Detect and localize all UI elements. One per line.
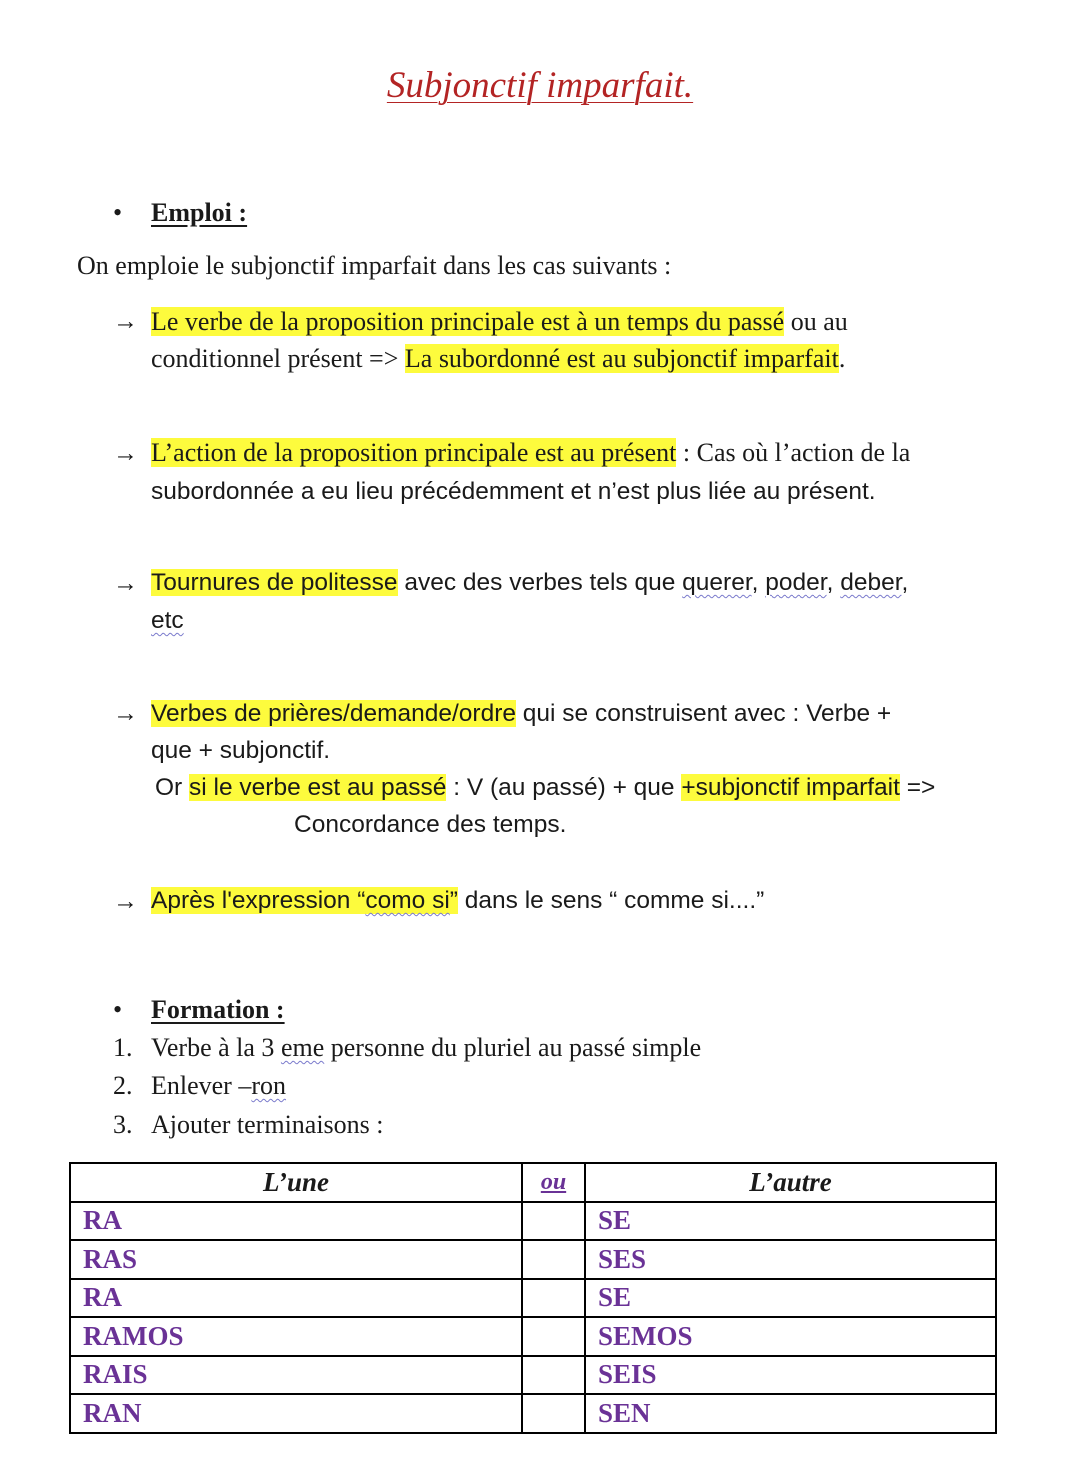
text: . [838, 344, 846, 373]
formation-step-2 [151, 1071, 286, 1101]
bullet-icon: • [113, 995, 123, 1024]
ending-ou [522, 1394, 585, 1433]
ending-ou [522, 1240, 585, 1279]
ending-se: SE [585, 1202, 996, 1241]
table-row [70, 1240, 996, 1279]
text: avec des verbes tels que [397, 569, 683, 596]
word-etc: etc [151, 607, 184, 634]
highlight: Verbes de prières/demande/ordre [151, 700, 516, 727]
emploi-item-2-line-1 [151, 438, 910, 468]
text: : Cas où l’action de la [676, 438, 911, 467]
emploi-item-3-line-2 [151, 607, 184, 635]
highlight: Le verbe de la proposition principale est à un temps du passé [151, 307, 785, 336]
word-querer: querer [682, 569, 752, 596]
ending-se: SEMOS [585, 1317, 996, 1356]
word-como-si: como si [365, 887, 450, 914]
emploi-item-4-line-1 [151, 700, 891, 728]
emploi-heading: Emploi : [151, 198, 248, 227]
text: => [899, 774, 936, 801]
table-header-row [70, 1163, 996, 1202]
ending-se: SEN [585, 1394, 996, 1433]
ending-se: SEIS [585, 1356, 996, 1395]
step-number: 2. [113, 1071, 133, 1100]
text: ” [449, 887, 458, 914]
ending-ra: RAS [70, 1240, 522, 1279]
ending-ou [522, 1279, 585, 1318]
formation-step-3: Ajouter terminaisons : [151, 1110, 384, 1139]
ending-se: SE [585, 1279, 996, 1318]
header-ou: ou [522, 1163, 585, 1202]
text: ou au [784, 307, 848, 336]
highlight: Tournures de politesse [151, 569, 398, 596]
arrow-icon: → [113, 570, 138, 597]
emploi-item-2-line-2: subordonnée a eu lieu précédemment et n’est plus liée au présent. [151, 478, 876, 505]
arrow-icon: → [113, 700, 138, 727]
emploi-item-4-line-3 [155, 774, 935, 802]
word-poder: poder [765, 569, 827, 596]
word-ron: ron [251, 1071, 287, 1100]
ending-ra: RAN [70, 1394, 522, 1433]
arrow-icon: → [113, 440, 138, 467]
step-number: 3. [113, 1110, 133, 1139]
text: Après l'expression “ [151, 887, 366, 914]
table-row [70, 1356, 996, 1395]
word-deber: deber [840, 569, 902, 596]
emploi-intro: On emploie le subjonctif imparfait dans les cas suivants : [77, 251, 672, 280]
ending-ra: RAIS [70, 1356, 522, 1395]
text: qui se construisent avec : Verbe + [516, 700, 892, 727]
emploi-item-1-line-2 [151, 344, 845, 374]
emploi-item-1-line-1 [151, 307, 848, 337]
highlight: +subjonctif imparfait [681, 774, 900, 801]
page-title: Subjonctif imparfait. [386, 65, 694, 106]
ending-ou [522, 1202, 585, 1241]
text: , [901, 569, 909, 596]
table-row [70, 1279, 996, 1318]
text: personne du pluriel au passé simple [324, 1033, 702, 1062]
header-l-autre: L’autre [585, 1163, 996, 1202]
text: Enlever – [151, 1071, 252, 1100]
arrow-icon: → [113, 308, 138, 335]
text: dans le sens “ comme si....” [457, 887, 765, 914]
ending-ou [522, 1317, 585, 1356]
ending-ra: RA [70, 1279, 522, 1318]
endings-table [69, 1162, 997, 1434]
table-row [70, 1317, 996, 1356]
emploi-item-4-line-4: Concordance des temps. [294, 811, 567, 838]
text: , [751, 569, 766, 596]
word-eme: eme [280, 1033, 325, 1062]
text: conditionnel présent => [151, 344, 405, 373]
emploi-item-5-line-1 [151, 887, 764, 915]
table-row [70, 1202, 996, 1241]
formation-heading: Formation : [151, 995, 285, 1024]
ending-ra: RAMOS [70, 1317, 522, 1356]
ending-ra: RA [70, 1202, 522, 1241]
highlight: La subordonné est au subjonctif imparfait [404, 344, 839, 373]
step-number: 1. [113, 1033, 133, 1062]
table-row [70, 1394, 996, 1433]
text: Verbe à la 3 [151, 1033, 281, 1062]
arrow-icon: → [113, 888, 138, 915]
highlight: L’action de la proposition principale est au présent [151, 438, 677, 467]
highlight [151, 887, 458, 914]
ending-se: SES [585, 1240, 996, 1279]
text: Or [155, 774, 190, 801]
emploi-item-4-line-2: que + subjonctif. [151, 737, 331, 764]
text: , [826, 569, 841, 596]
header-l-une: L’une [70, 1163, 522, 1202]
formation-step-1 [151, 1033, 701, 1063]
highlight: si le verbe est au passé [189, 774, 447, 801]
bullet-icon: • [113, 198, 123, 227]
ending-ou [522, 1356, 585, 1395]
text: : V (au passé) + que [446, 774, 682, 801]
emploi-item-3-line-1 [151, 569, 908, 597]
